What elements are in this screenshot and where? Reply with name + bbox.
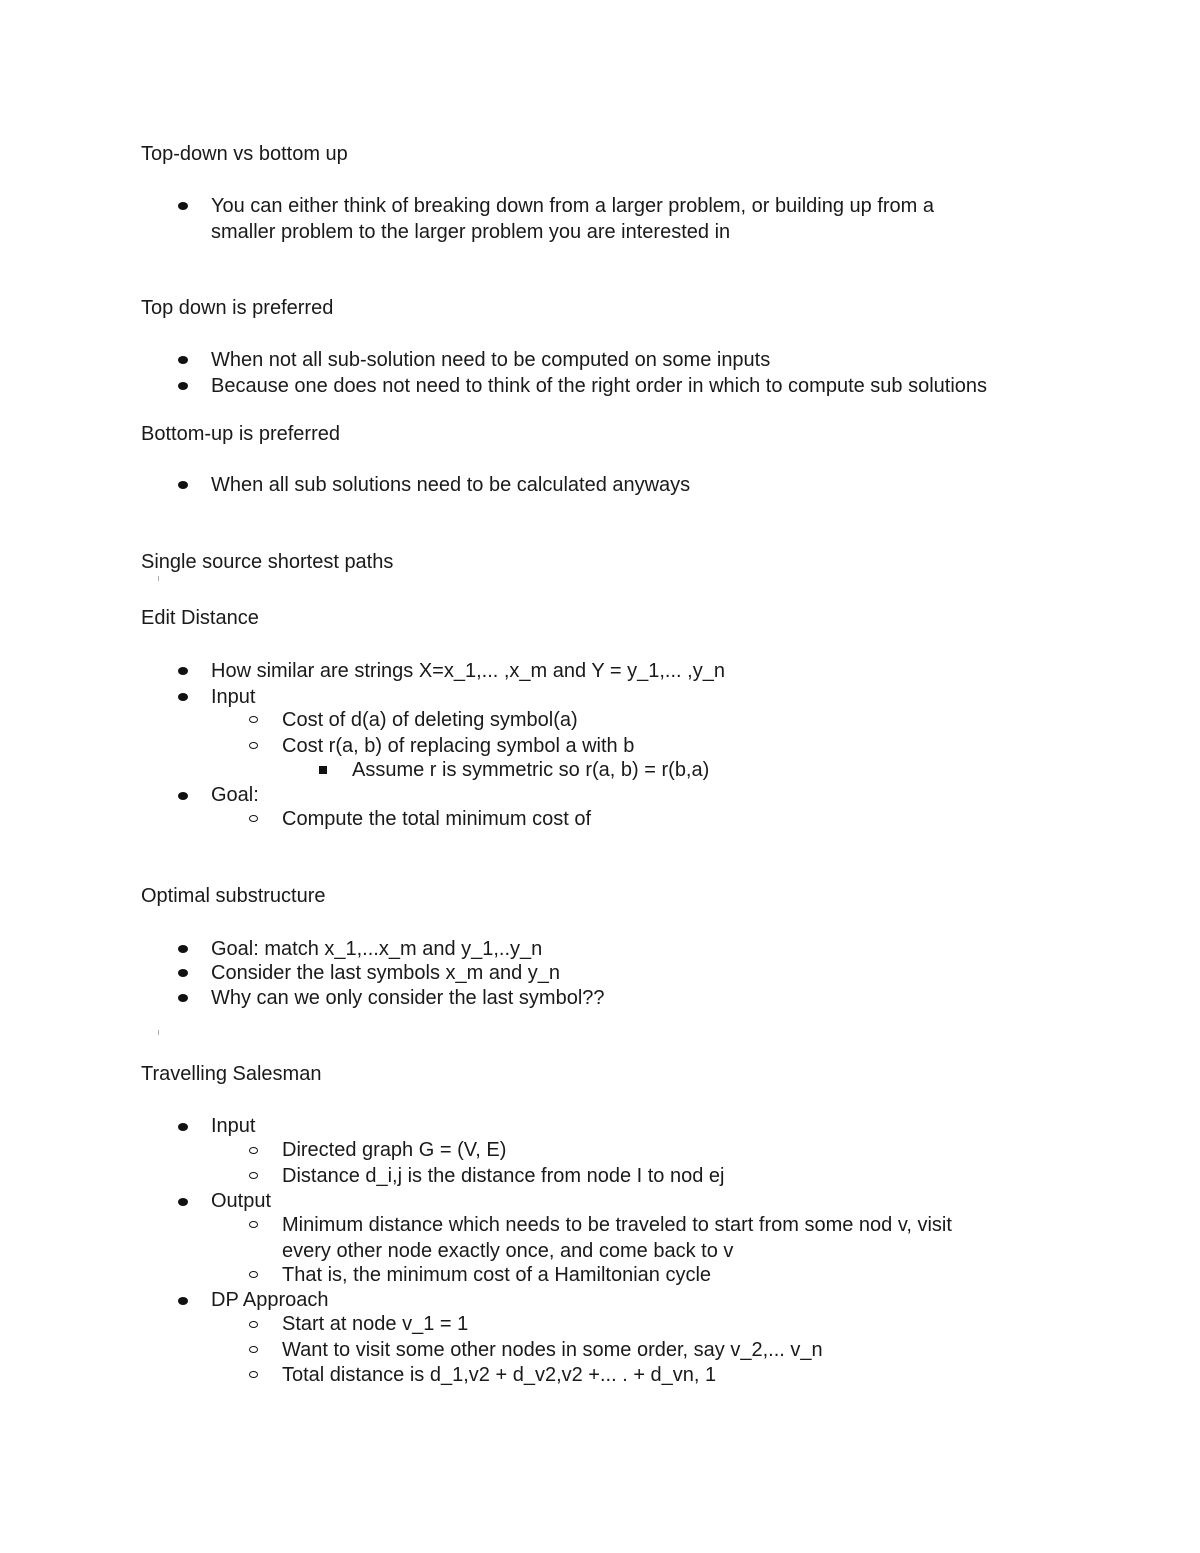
list-item: Distance d_i,j is the distance from node I to nod ej (282, 1165, 725, 1187)
list-item: Start at node v_1 = 1 (282, 1313, 469, 1335)
list-item: Assume r is symmetric so r(a, b) = r(b,a) (352, 759, 710, 781)
bullet-disc (178, 1198, 188, 1206)
list-item: When not all sub-solution need to be computed on some inputs (211, 349, 771, 371)
list-item: Total distance is d_1,v2 + d_v2,v2 +... . + d_vn, 1 (282, 1364, 717, 1386)
list-item: Input (211, 1115, 256, 1137)
list-item: Cost of d(a) of deleting symbol(a) (282, 709, 578, 731)
bullet-disc (178, 202, 188, 210)
list-item: When all sub solutions need to be calculated anyways (211, 474, 691, 496)
list-item: Output (211, 1190, 272, 1212)
list-item: Compute the total minimum cost of (282, 808, 592, 830)
list-item: Want to visit some other nodes in some order, say v_2,... v_n (282, 1339, 823, 1361)
list-item: Input (211, 686, 256, 708)
bullet-circle (249, 1321, 258, 1328)
list-item: DP Approach (211, 1289, 329, 1311)
list-item: Cost r(a, b) of replacing symbol a with b (282, 735, 635, 757)
bullet-disc (178, 1297, 188, 1305)
list-item-continuation: every other node exactly once, and come back to v (282, 1240, 734, 1262)
list-item: Goal: match x_1,...x_m and y_1,..y_n (211, 938, 543, 960)
bullet-circle (249, 1221, 258, 1228)
bullet-disc (178, 994, 188, 1002)
bullet-circle (249, 1371, 258, 1378)
bullet-circle (249, 716, 258, 723)
cursor-mark (158, 1030, 159, 1035)
list-item: Minimum distance which needs to be traveled to start from some nod v, visit (282, 1214, 952, 1236)
bullet-disc (178, 1123, 188, 1131)
list-item: You can either think of breaking down from a larger problem, or building up from a (211, 195, 934, 217)
bullet-circle (249, 1271, 258, 1278)
heading-optimal-substructure: Optimal substructure (141, 885, 326, 907)
list-item: Because one does not need to think of the right order in which to compute sub solutions (211, 375, 988, 397)
bullet-square (319, 766, 327, 774)
list-item: Why can we only consider the last symbol?? (211, 987, 605, 1009)
bullet-disc (178, 693, 188, 701)
bullet-circle (249, 1172, 258, 1179)
list-item: That is, the minimum cost of a Hamiltonian cycle (282, 1264, 712, 1286)
list-item-continuation: smaller problem to the larger problem you are interested in (211, 221, 731, 243)
bullet-circle (249, 1147, 258, 1154)
cursor-mark (158, 576, 159, 581)
heading-top-down-preferred: Top down is preferred (141, 297, 334, 319)
list-item: Directed graph G = (V, E) (282, 1139, 507, 1161)
list-item: How similar are strings X=x_1,... ,x_m and Y = y_1,... ,y_n (211, 660, 725, 682)
heading-travelling-salesman: Travelling Salesman (141, 1063, 322, 1085)
bullet-disc (178, 481, 188, 489)
bullet-disc (178, 382, 188, 390)
bullet-circle (249, 742, 258, 749)
bullet-circle (249, 815, 258, 822)
bullet-disc (178, 945, 188, 953)
list-item: Consider the last symbols x_m and y_n (211, 962, 561, 984)
heading-top-down-vs-bottom-up: Top-down vs bottom up (141, 143, 348, 165)
bullet-disc (178, 667, 188, 675)
heading-edit-distance: Edit Distance (141, 607, 259, 629)
heading-bottom-up-preferred: Bottom-up is preferred (141, 423, 340, 445)
bullet-disc (178, 969, 188, 977)
bullet-circle (249, 1346, 258, 1353)
bullet-disc (178, 792, 188, 800)
bullet-disc (178, 356, 188, 364)
list-item: Goal: (211, 784, 259, 806)
heading-single-source-shortest-paths: Single source shortest paths (141, 551, 394, 573)
